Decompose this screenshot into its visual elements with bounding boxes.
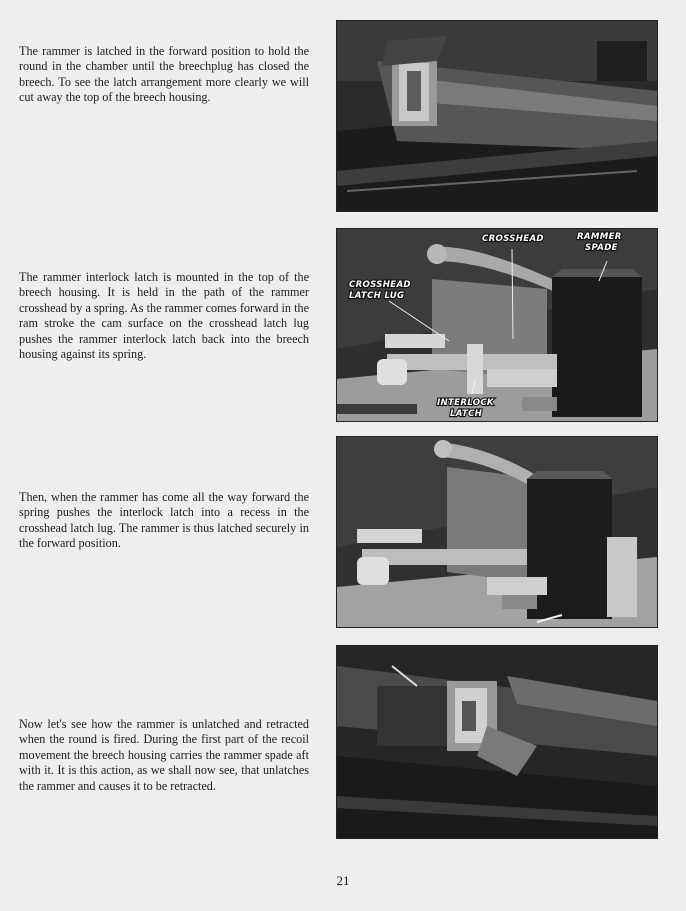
photo-interlock-cutaway [336,228,658,422]
paragraph-4: Now let's see how the rammer is unlatched and retracted when the round is fired. During the first part of the recoil movement the breech housing carries the rammer spade aft with it. It is this action, as we shall now see, that unlatches the rammer and causes it to be retracted. [19,717,309,793]
paragraph-1: The rammer is latched in the forward position to hold the round in the chamber until the breechplug has closed the breech. To see the latch arrangement more clearly we will cut away the top of the breech housing. [19,44,309,105]
label-crosshead: CROSSHEAD [482,234,544,244]
paragraph-2: The rammer interlock latch is mounted in the top of the breech housing. It is held in the path of the rammer crosshead by a spring. As the rammer comes forward in the ram stroke the cam surface on the crosshead latch lug pushes the rammer interlock latch back into the breech housing against its spring. [19,270,309,362]
label-interlock-latch-line1: INTERLOCK [437,398,494,408]
label-crosshead-latch-lug-line2: LATCH LUG [349,291,405,301]
label-interlock-latch-line2: LATCH [450,409,483,419]
photo-breech-housing [336,20,658,212]
paragraph-3: Then, when the rammer has come all the way forward the spring pushes the interlock latch into a recess in the crosshead latch lug. The rammer is thus latched securely in the forward position. [19,490,309,551]
label-rammer-spade-line1: RAMMER [577,232,622,242]
label-rammer-spade-line2: SPADE [585,243,618,253]
label-crosshead-latch-lug-line1: CROSSHEAD [349,280,411,290]
photo-recoil-movement [336,645,658,839]
photo-latched-position [336,436,658,628]
page-number: 21 [336,873,350,888]
